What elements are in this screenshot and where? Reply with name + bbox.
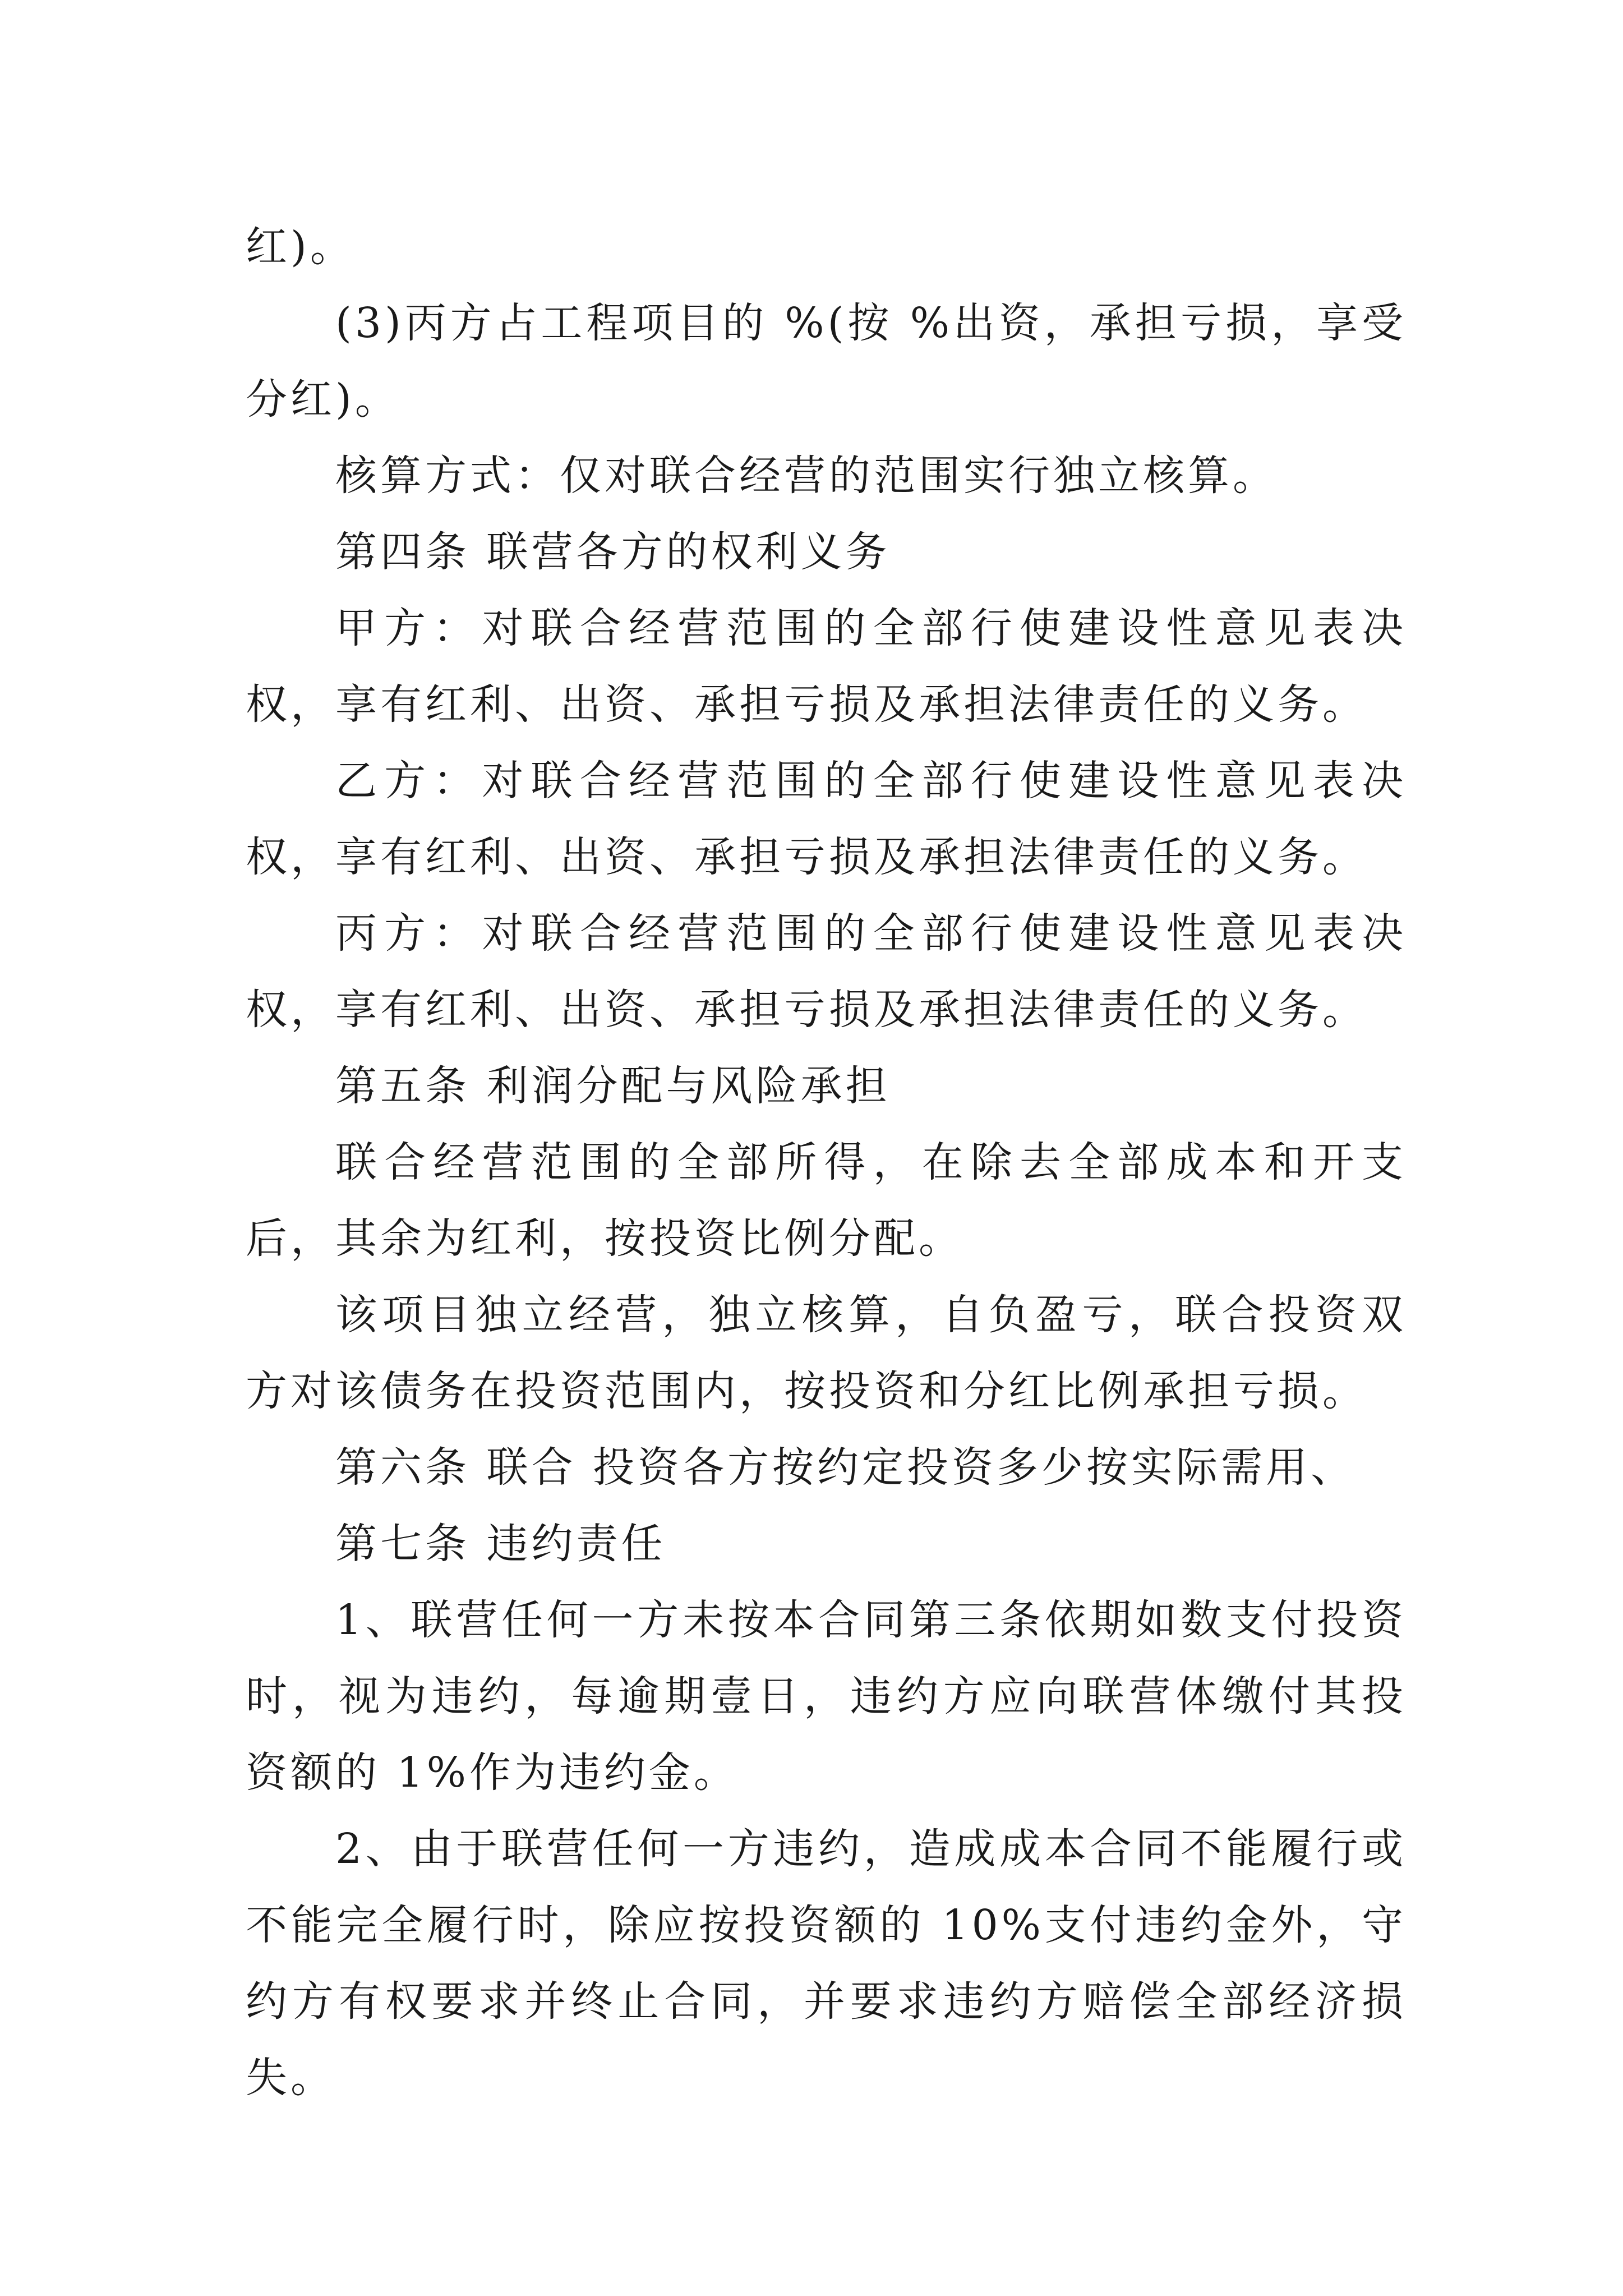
article-5-heading: 第五条 利润分配与风险承担 xyxy=(335,1062,891,1110)
article-7-heading: 第七条 违约责任 xyxy=(335,1520,666,1568)
paragraph-party-c-share: (3)丙方占工程项目的 %(按 %出资，承担亏损，享受分红)。 xyxy=(246,299,1407,424)
paragraph-party-a-rights: 甲方：对联合经营范围的全部行使建设性意见表决权，享有红利、出资、承担亏损及承担法律责任的义务。 xyxy=(246,604,1407,729)
paragraph-breach-clause-2: 2、由于联营任何一方违约，造成成本合同不能履行或不能完全履行时，除应按投资额的 10%支付违约金外，守约方有权要求并终止合同，并要求违约方赔偿全部经济损失。 xyxy=(246,1825,1407,2102)
paragraph-continuation: 红)。 xyxy=(246,223,355,271)
paragraph-breach-clause-1: 1、联营任何一方未按本合同第三条依期如数支付投资时，视为违约，每逾期壹日，违约方应向联营体缴付其投资额的 1%作为违约金。 xyxy=(246,1596,1407,1797)
paragraph-profit-distribution: 联合经营范围的全部所得，在除去全部成本和开支后，其余为红利，按投资比例分配。 xyxy=(246,1138,1407,1263)
document-body xyxy=(246,209,1407,2116)
article-4-heading: 第四条 联营各方的权利义务 xyxy=(335,528,891,576)
paragraph-party-b-rights: 乙方：对联合经营范围的全部行使建设性意见表决权，享有红利、出资、承担亏损及承担法律责任的义务。 xyxy=(246,757,1407,881)
paragraph-accounting-method: 核算方式：仅对联合经营的范围实行独立核算。 xyxy=(335,452,1278,500)
paragraph-party-c-rights: 丙方：对联合经营范围的全部行使建设性意见表决权，享有红利、出资、承担亏损及承担法律责任的义务。 xyxy=(246,909,1407,1034)
paragraph-risk-bearing: 该项目独立经营，独立核算，自负盈亏，联合投资双方对该债务在投资范围内，按投资和分红比例承担亏损。 xyxy=(246,1291,1407,1415)
article-6-heading: 第六条 联合 投资各方按约定投资多少按实际需用、 xyxy=(335,1443,1356,1492)
